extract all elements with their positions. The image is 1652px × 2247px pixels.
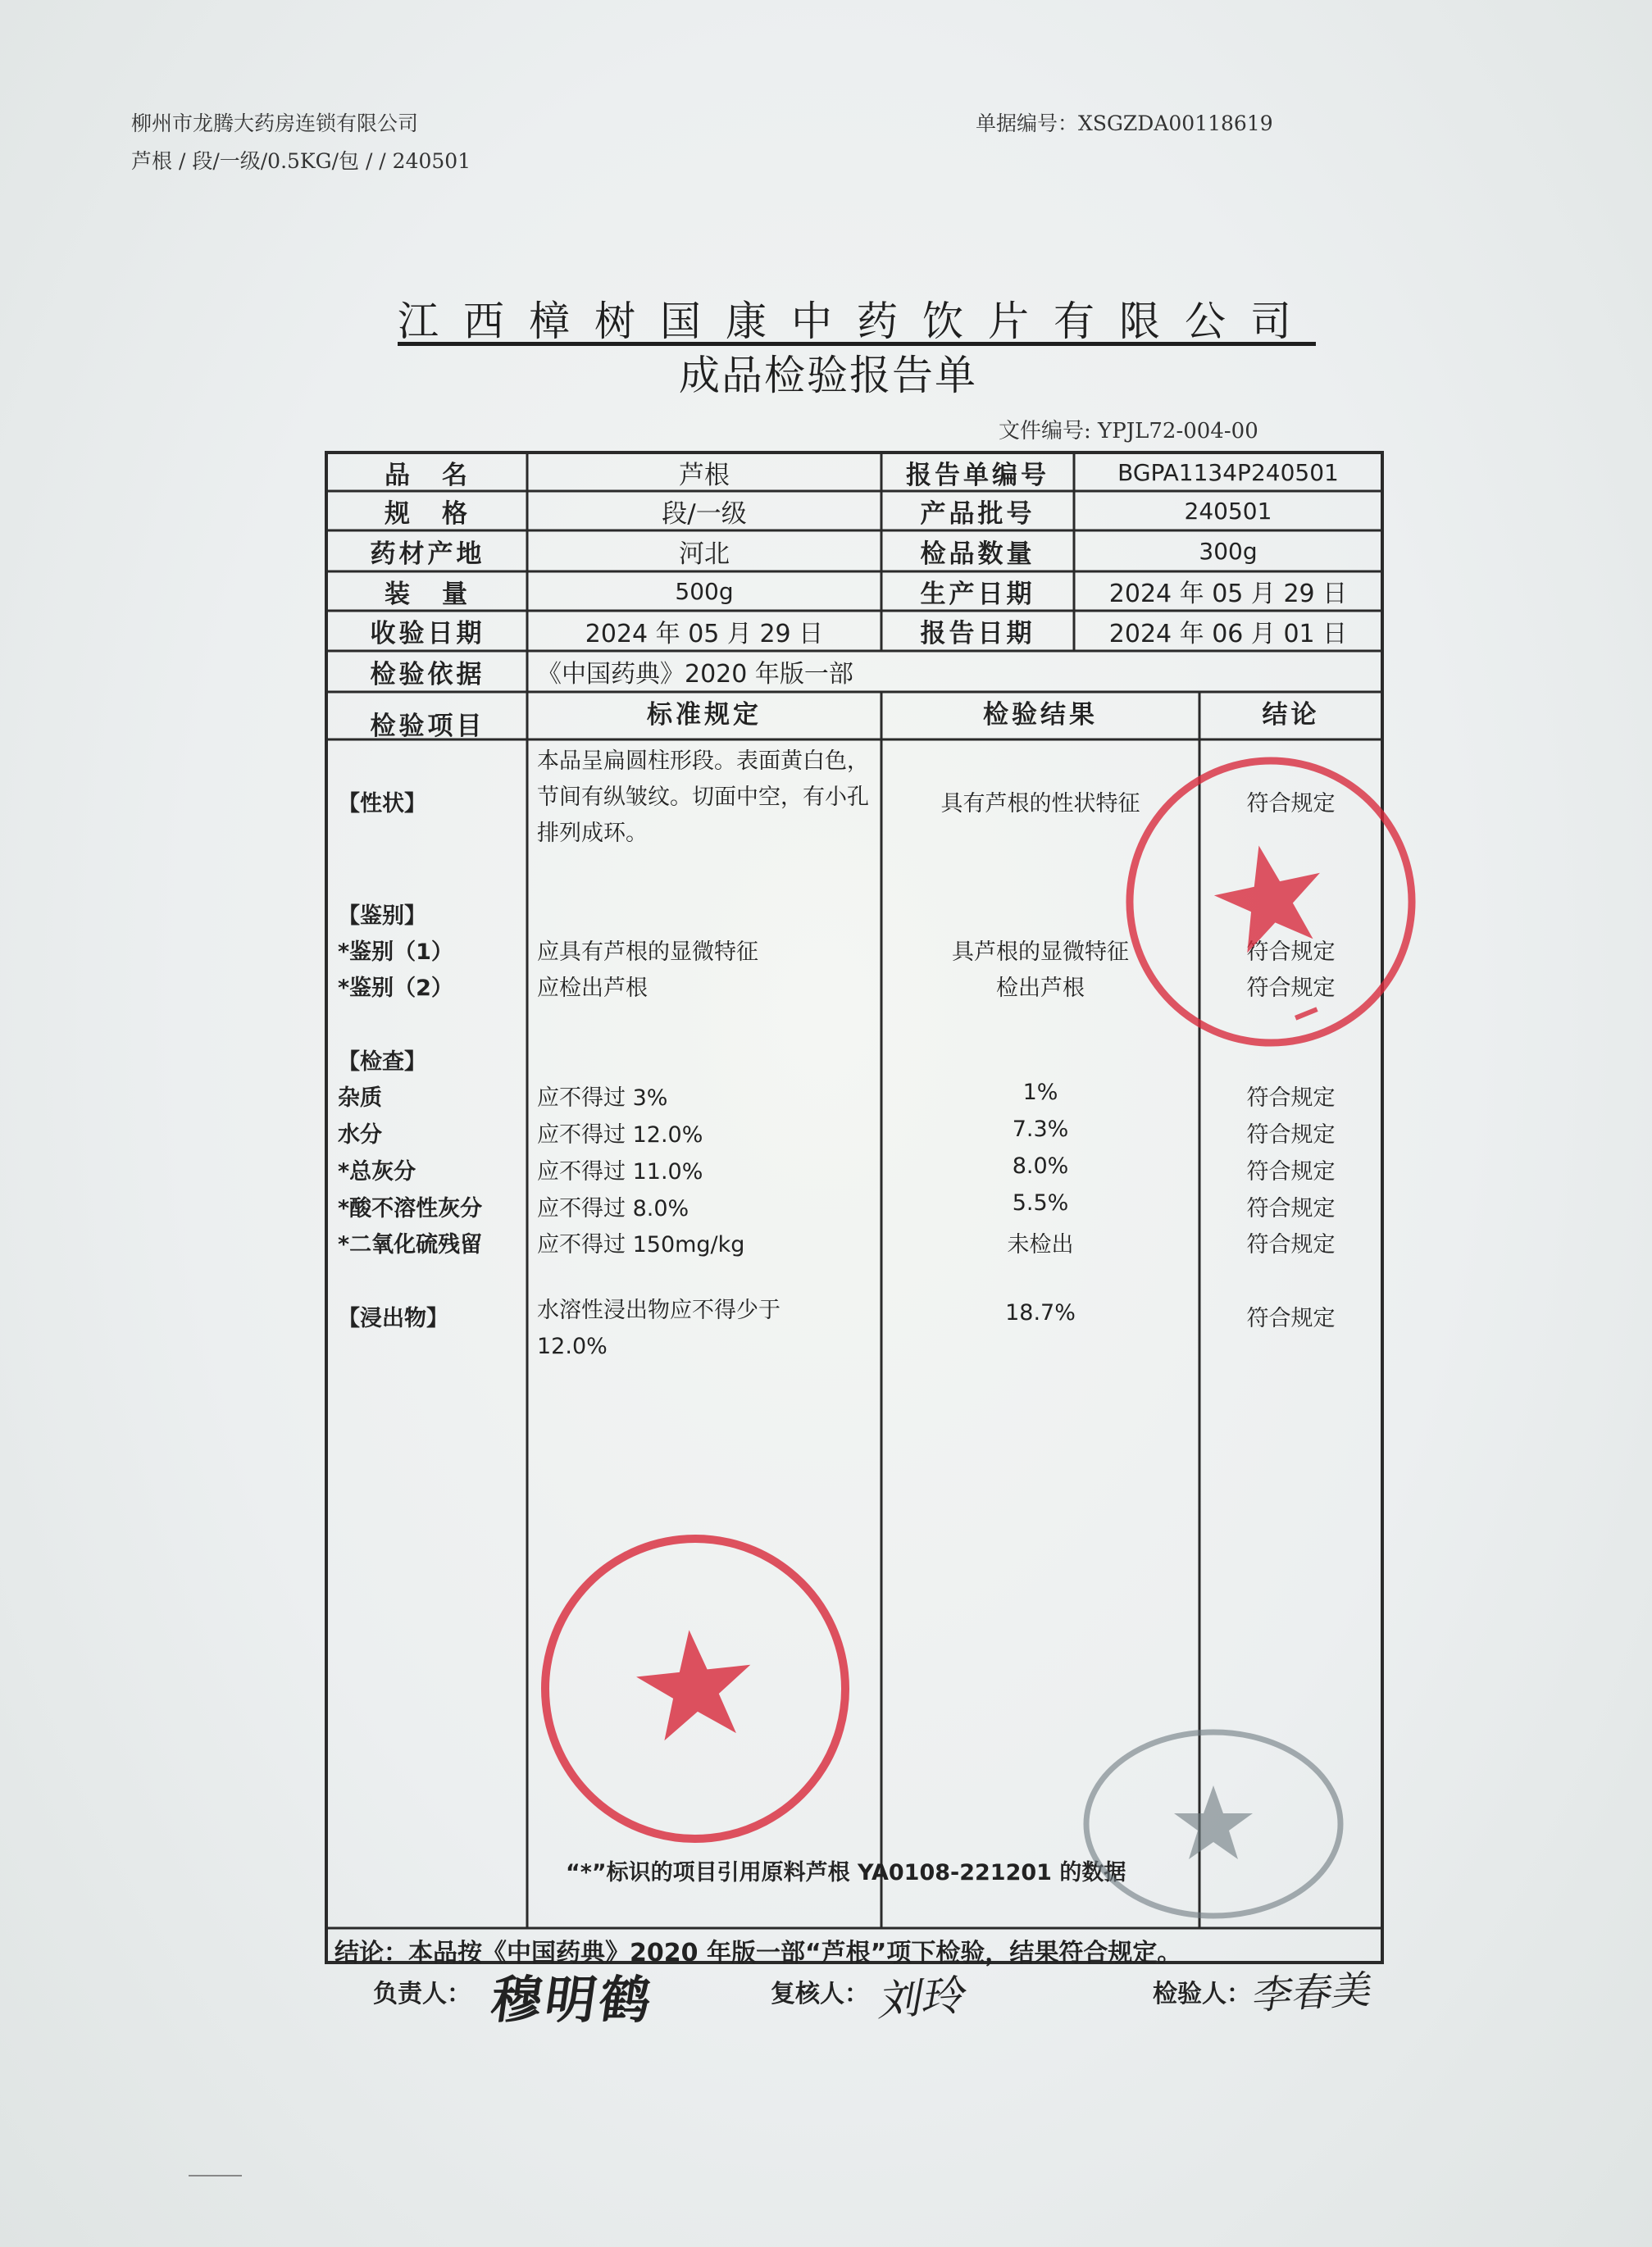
result-eryang: 未检出 — [1007, 1232, 1074, 1258]
standard-jianbie2: 应检出芦根 — [537, 976, 648, 1001]
prod-date-label: 生产日期 — [920, 579, 1035, 609]
prod-date-value: 2024 年 05 月 29 日 — [1108, 580, 1348, 608]
item-zazhi: 杂质 — [338, 1085, 382, 1111]
spec-value: 段/一级 — [662, 498, 747, 529]
reviewer-label: 复核人： — [771, 1980, 869, 2008]
note-line: “*”标识的项目引用原料芦根 YA0108-221201 的数据 — [566, 1860, 1126, 1885]
doc-number: 单据编号：XSGZDA00118619 — [976, 111, 1273, 135]
standard-jianbie1: 应具有芦根的显微特征 — [537, 939, 758, 965]
conclusion-shuifen: 符合规定 — [1246, 1122, 1336, 1148]
result-jianbie1: 具芦根的显微特征 — [952, 939, 1129, 965]
file-number: 文件编号: YPJL72-004-00 — [999, 419, 1258, 443]
origin-label: 药材产地 — [370, 539, 485, 569]
result-shuifen: 7.3% — [1012, 1117, 1069, 1142]
inspector-signature: 李春美 — [1249, 1967, 1377, 2019]
result-jinchu: 18.7% — [1005, 1300, 1076, 1326]
report-title: 成品检验报告单 — [679, 352, 977, 399]
pack-value: 500g — [675, 577, 734, 605]
responsible-label: 负责人： — [373, 1980, 471, 2008]
conclusion-jinchu: 符合规定 — [1246, 1306, 1336, 1331]
company-title: 江西樟树国康中药饮片有限公司 — [398, 298, 1316, 345]
responsible-signature: 穆明鹤 — [487, 1970, 658, 2030]
standard-zazhi: 应不得过 3% — [537, 1085, 668, 1111]
item-jinchu: 【浸出物】 — [338, 1306, 448, 1331]
result-zonghui: 8.0% — [1012, 1153, 1069, 1179]
item-zonghui: *总灰分 — [338, 1159, 416, 1185]
stamp-c — [1074, 1722, 1353, 1935]
spec-label: 规 格 — [385, 498, 471, 529]
report-no-value: BGPA1134P240501 — [1117, 458, 1339, 486]
col-item: 检验项目 — [370, 711, 485, 741]
name-label: 品 名 — [385, 460, 471, 490]
batch-label: 产品批号 — [920, 498, 1035, 529]
scan-mark — [189, 2175, 242, 2176]
conclusion-jianbie2: 符合规定 — [1246, 976, 1336, 1001]
conclusion-eryang: 符合规定 — [1246, 1232, 1336, 1258]
batch-value: 240501 — [1184, 497, 1272, 525]
result-xingzhuang: 具有芦根的性状特征 — [940, 791, 1140, 816]
item-xingzhuang: 【性状】 — [338, 791, 426, 816]
product-line: 芦根 / 段/一级/0.5KG/包 / / 240501 — [131, 149, 471, 173]
standard-xingzhuang: 本品呈扁圆柱形段。表面黄白色，节间有纵皱纹。切面中空，有小孔排列成环。 — [537, 748, 869, 846]
item-jianbie2: *鉴别（2） — [338, 976, 453, 1001]
item-jiancha-head: 【检查】 — [338, 1049, 426, 1075]
report-date-label: 报告日期 — [920, 619, 1035, 648]
recv-date-label: 收验日期 — [370, 619, 485, 648]
conclusion-suanbu: 符合规定 — [1246, 1196, 1336, 1221]
name-value: 芦根 — [679, 460, 730, 490]
item-shuifen: 水分 — [338, 1122, 382, 1148]
basis-value: 《中国药典》2020 年版一部 — [537, 660, 853, 689]
col-standard: 标准规定 — [647, 699, 762, 730]
reviewer-signature: 刘玲 — [875, 1971, 972, 2026]
pack-label: 装 量 — [385, 579, 471, 609]
standard-jinchu: 水溶性浸出物应不得少于 12.0% — [537, 1298, 780, 1359]
origin-value: 河北 — [679, 539, 730, 569]
basis-label: 检验依据 — [370, 659, 485, 689]
item-suanbu: *酸不溶性灰分 — [338, 1196, 483, 1221]
standard-eryang: 应不得过 150mg/kg — [537, 1232, 745, 1258]
buyer-company: 柳州市龙腾大药房连锁有限公司 — [131, 111, 419, 135]
report-date-value: 2024 年 06 月 01 日 — [1108, 619, 1348, 648]
stamp-a — [1107, 738, 1435, 1066]
conclusion-line: 结论：本品按《中国药典》2020 年版一部“芦根”项下检验，结果符合规定。 — [334, 1939, 1182, 1967]
item-eryang: *二氧化硫残留 — [338, 1232, 483, 1258]
qty-value: 300g — [1199, 537, 1258, 565]
standard-zonghui: 应不得过 11.0% — [537, 1159, 703, 1185]
conclusion-jianbie1: 符合规定 — [1246, 939, 1336, 965]
item-jianbie1: *鉴别（1） — [338, 939, 453, 965]
standard-suanbu: 应不得过 8.0% — [537, 1196, 689, 1221]
conclusion-zazhi: 符合规定 — [1246, 1085, 1336, 1111]
col-result: 检验结果 — [983, 699, 1098, 730]
result-jianbie2: 检出芦根 — [996, 976, 1085, 1001]
result-suanbu: 5.5% — [1012, 1190, 1069, 1216]
qty-label: 检品数量 — [920, 539, 1035, 569]
item-jianbie-head: 【鉴别】 — [338, 903, 426, 929]
recv-date-value: 2024 年 05 月 29 日 — [585, 619, 824, 648]
col-conclusion: 结论 — [1262, 699, 1320, 730]
stamp-b — [531, 1525, 859, 1853]
inspector-label: 检验人： — [1153, 1980, 1251, 2008]
conclusion-zonghui: 符合规定 — [1246, 1159, 1336, 1185]
result-zazhi: 1% — [1022, 1080, 1058, 1105]
standard-shuifen: 应不得过 12.0% — [537, 1122, 703, 1148]
conclusion-xingzhuang: 符合规定 — [1246, 791, 1336, 816]
report-no-label: 报告单编号 — [906, 460, 1049, 490]
